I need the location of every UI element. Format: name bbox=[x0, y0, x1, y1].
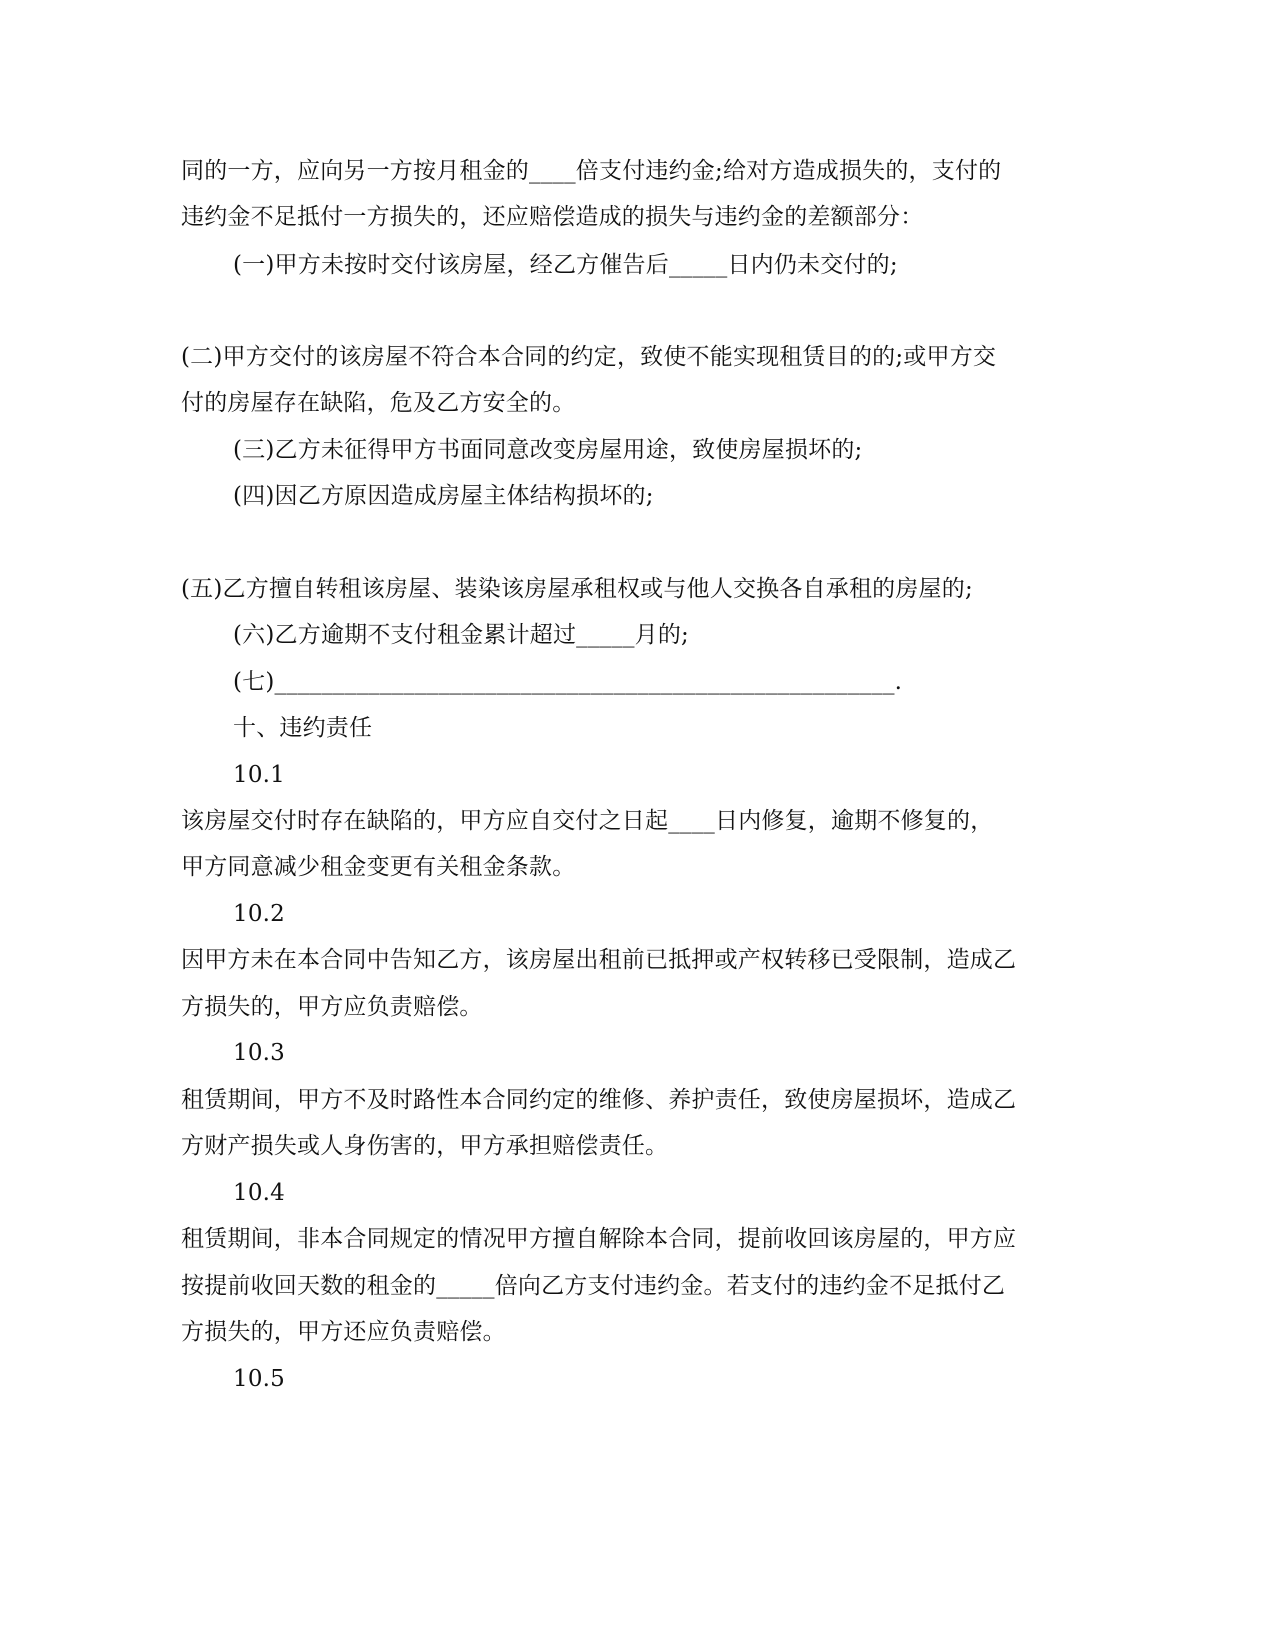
text-line: 违约金不足抵付一方损失的，还应赔偿造成的损失与违约金的差额部分： bbox=[181, 204, 924, 230]
text-line: 方损失的，甲方应负责赔偿。 bbox=[181, 994, 483, 1020]
section-heading: 十、违约责任 bbox=[233, 715, 373, 741]
text-line: (五)乙方擅自转租该房屋、装染该房屋承租权或与他人交换各自承租的房屋的; bbox=[181, 576, 973, 602]
text-line: 付的房屋存在缺陷，危及乙方安全的。 bbox=[181, 390, 576, 416]
text-line: 租赁期间，甲方不及时路性本合同约定的维修、养护责任，致使房屋损坏，造成乙 bbox=[181, 1087, 1017, 1113]
clause-number: 10.3 bbox=[233, 1040, 286, 1066]
text-line: (一)甲方未按时交付该房屋，经乙方催告后_____日内仍未交付的; bbox=[233, 252, 898, 278]
text-line: (三)乙方未征得甲方书面同意改变房屋用途，致使房屋损坏的; bbox=[233, 437, 863, 463]
text-line: (七)_____________________________________________________. bbox=[233, 669, 903, 695]
clause-number: 10.1 bbox=[233, 762, 286, 788]
text-line: 租赁期间，非本合同规定的情况甲方擅自解除本合同，提前收回该房屋的，甲方应 bbox=[181, 1226, 1017, 1252]
text-line: 方财产损失或人身伤害的，甲方承担赔偿责任。 bbox=[181, 1133, 669, 1159]
clause-number: 10.4 bbox=[233, 1180, 286, 1206]
text-line: (六)乙方逾期不支付租金累计超过_____月的; bbox=[233, 622, 689, 648]
text-line: 因甲方未在本合同中告知乙方，该房屋出租前已抵押或产权转移已受限制，造成乙 bbox=[181, 947, 1017, 973]
text-line: (四)因乙方原因造成房屋主体结构损坏的; bbox=[233, 483, 654, 509]
text-line: 同的一方，应向另一方按月租金的____倍支付违约金;给对方造成损失的，支付的 bbox=[181, 158, 1002, 184]
text-line: 该房屋交付时存在缺陷的，甲方应自交付之日起____日内修复，逾期不修复的， bbox=[181, 808, 994, 834]
clause-number: 10.5 bbox=[233, 1366, 286, 1392]
text-line: (二)甲方交付的该房屋不符合本合同的约定，致使不能实现租赁目的的;或甲方交 bbox=[181, 344, 997, 370]
text-line: 方损失的，甲方还应负责赔偿。 bbox=[181, 1319, 506, 1345]
text-line: 按提前收回天数的租金的_____倍向乙方支付违约金。若支付的违约金不足抵付乙 bbox=[181, 1273, 1006, 1299]
text-line: 甲方同意减少租金变更有关租金条款。 bbox=[181, 854, 576, 880]
clause-number: 10.2 bbox=[233, 901, 286, 927]
